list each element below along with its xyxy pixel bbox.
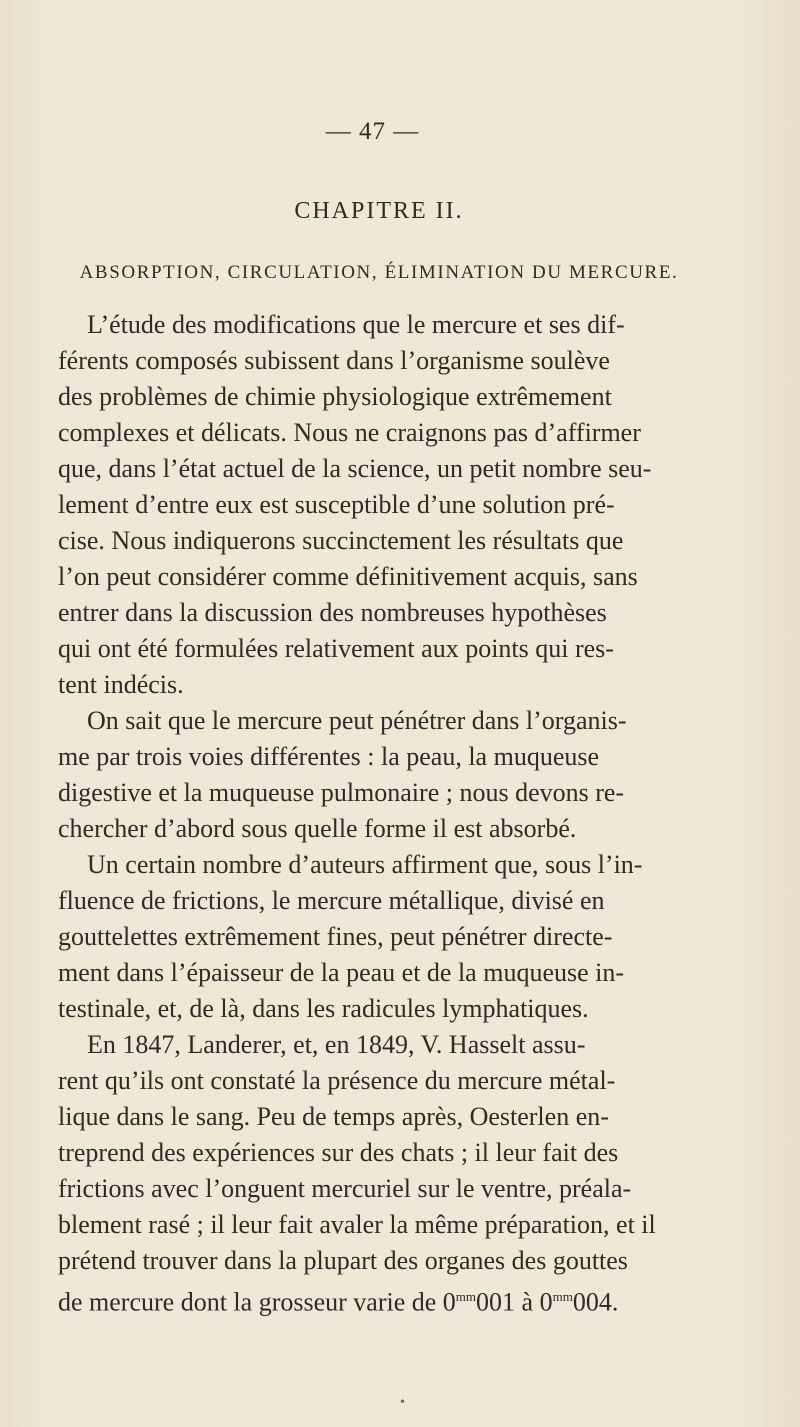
text-line: testinale, et, de là, dans les radicules lymphatiques.: [58, 994, 589, 1023]
page-number: — 47 —: [325, 118, 420, 145]
measure-value: 004.: [572, 1287, 619, 1317]
text-line: que, dans l’état actuel de la science, un petit nombre seu-: [58, 454, 652, 483]
text-line: fluence de frictions, le mercure métallique, divisé en: [58, 886, 605, 915]
text-line: me par trois voies différentes : la peau, la muqueuse: [58, 742, 600, 771]
text-line: l’on peut considérer comme définitivement acquis, sans: [58, 562, 638, 591]
text-line: frictions avec l’onguent mercuriel sur le ventre, préala-: [58, 1174, 632, 1203]
text-line: En 1847, Landerer, et, en 1849, V. Hasselt assu-: [87, 1030, 586, 1059]
text-line: chercher d’abord sous quelle forme il est absorbé.: [58, 814, 577, 843]
text-line: blement rasé ; il leur fait avaler la même préparation, et il: [58, 1210, 656, 1239]
text-line: rent qu’ils ont constaté la présence du mercure métal-: [58, 1066, 616, 1095]
stray-ink-mark: •: [400, 1395, 405, 1410]
text-line: des problèmes de chimie physiologique extrêmement: [58, 382, 612, 411]
text-line: prétend trouver dans la plupart des organes des gouttes: [58, 1246, 628, 1275]
text-line: digestive et la muqueuse pulmonaire ; nous devons re-: [58, 778, 625, 807]
unit-superscript: mm: [455, 1289, 477, 1304]
text-line: entrer dans la discussion des nombreuses hypothèses: [58, 598, 607, 627]
text-line-last: [58, 1282, 618, 1318]
unit-superscript: mm: [552, 1289, 573, 1304]
text-line: qui ont été formulées relativement aux points qui res-: [58, 634, 614, 663]
text-segment: à 0: [515, 1287, 553, 1317]
text-line: gouttelettes extrêmement fines, peut pénétrer directe-: [58, 922, 613, 951]
text-line: lique dans le sang. Peu de temps après, Oesterlen en-: [58, 1102, 609, 1131]
section-heading: ABSORPTION, CIRCULATION, ÉLIMINATION DU MERCURE.: [79, 262, 679, 283]
text-line: L’étude des modifications que le mercure et ses dif-: [87, 310, 625, 339]
text-segment: de mercure dont la grosseur varie de 0: [58, 1287, 456, 1317]
text-line: ment dans l’épaisseur de la peau et de la muqueuse in-: [58, 958, 625, 987]
text-line: Un certain nombre d’auteurs affirment que, sous l’in-: [87, 850, 643, 879]
text-line: complexes et délicats. Nous ne craignons pas d’affirmer: [58, 418, 641, 447]
text-line: férents composés subissent dans l’organisme soulève: [58, 346, 610, 375]
text-line: On sait que le mercure peut pénétrer dans l’organis-: [87, 706, 627, 735]
measure-value: 001: [476, 1287, 516, 1317]
text-line: cise. Nous indiquerons succinctement les résultats que: [58, 526, 624, 555]
chapter-title: CHAPITRE II.: [294, 198, 464, 224]
text-line: tent indécis.: [58, 670, 184, 699]
text-line: treprend des expériences sur des chats ; il leur fait des: [58, 1138, 619, 1167]
text-line: lement d’entre eux est susceptible d’une solution pré-: [58, 490, 615, 519]
